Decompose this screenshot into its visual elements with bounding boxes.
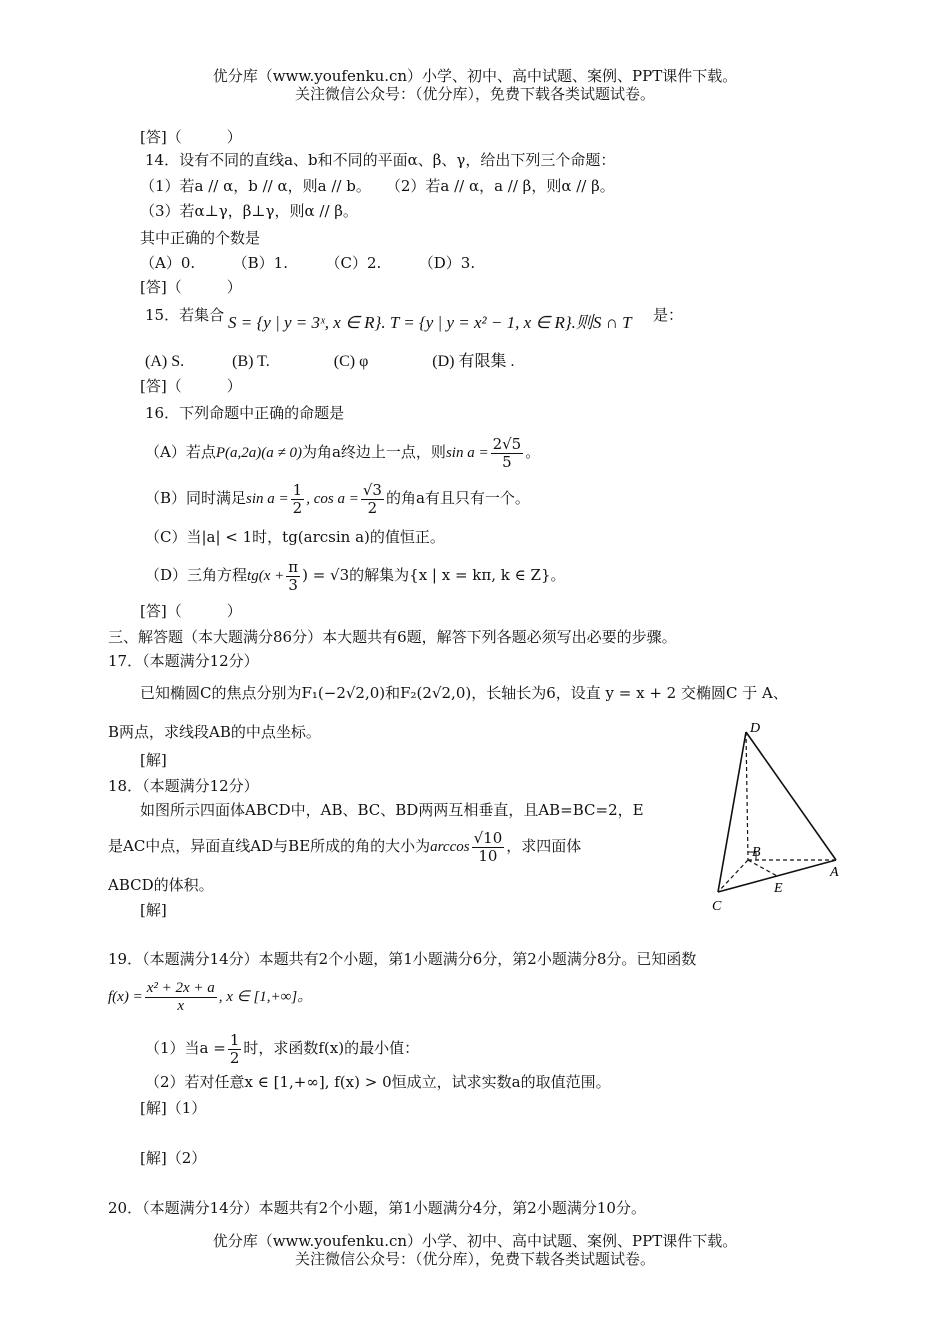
answer-blank-16: [答]（ ） bbox=[140, 602, 242, 620]
q17-solve: [解] bbox=[140, 751, 167, 769]
label-a: A bbox=[830, 865, 839, 880]
q20-title: 20．（本题满分14分）本题共有2个小题，第1小题满分4分，第2小题满分10分。 bbox=[108, 1199, 646, 1217]
q14-prop-3: （3）若α⊥γ，β⊥γ，则α // β。 bbox=[140, 202, 358, 220]
answer-blank-15: [答]（ ） bbox=[140, 377, 242, 395]
q16-b-den-2: 2 bbox=[367, 498, 378, 517]
q15-tail: 是： bbox=[653, 306, 684, 324]
q18-solve: [解] bbox=[140, 901, 167, 919]
q18-line-1: 如图所示四面体ABCD中，AB、BC、BD两两互相垂直，且AB=BC=2，E bbox=[140, 801, 644, 819]
q14-prop-1-2: （1）若a // α，b // α，则a // b。 （2）若a // α，a // β，则α // β。 bbox=[140, 177, 615, 195]
q19-f-fraction bbox=[145, 980, 217, 1015]
q18-title: 18．（本题满分12分） bbox=[108, 777, 259, 795]
q19-f-den: x bbox=[177, 997, 185, 1014]
q16-b-fraction-1 bbox=[291, 482, 305, 517]
q16-option-c: （C）当|a| < 1时，tg(arcsin a)的值恒正。 bbox=[145, 528, 445, 546]
q16-a-point: P(a,2a)(a ≠ 0) bbox=[215, 445, 302, 461]
tetrahedron-figure bbox=[700, 718, 850, 918]
q16-b-end: 的角a有且只有一个。 bbox=[385, 489, 530, 507]
q16-b-sin: sin a = bbox=[246, 491, 289, 507]
q19-s1-fraction bbox=[228, 1032, 242, 1067]
label-c: C bbox=[712, 899, 722, 914]
q18-line-2-pre: 是AC中点，异面直线AD与BE所成的角的大小为 bbox=[108, 837, 431, 855]
q18-line-3: ABCD的体积。 bbox=[108, 876, 214, 894]
q16-d-fraction bbox=[286, 559, 300, 594]
footer-line-2: 关注微信公众号：（优分库），免费下载各类试题试卷。 bbox=[294, 1250, 655, 1268]
q19-solve-2: [解]（2） bbox=[140, 1149, 207, 1167]
q16-d-den: 3 bbox=[288, 575, 298, 594]
q18-line-2-post: ，求四面体 bbox=[506, 837, 582, 855]
q19-s1-num: 1 bbox=[229, 1030, 240, 1049]
label-e: E bbox=[774, 881, 783, 896]
q15-options: (A) S. (B) T. (C) φ (D) 有限集 . bbox=[145, 353, 515, 370]
q16-d-end: ) = √3的解集为{x | x = kπ, k ∈ Z}。 bbox=[302, 566, 566, 584]
q16-b-num-2: √3 bbox=[362, 480, 382, 499]
q16-a-prefix: （A）若点 bbox=[145, 443, 216, 461]
q16-a-numerator: 2√5 bbox=[492, 434, 522, 453]
q16-a-end: 。 bbox=[525, 443, 541, 461]
q16-d-num: π bbox=[288, 557, 299, 576]
q16-a-sin: sin a = bbox=[445, 445, 489, 461]
q16-option-d bbox=[145, 549, 566, 602]
q16-stem: 16．下列命题中正确的命题是 bbox=[145, 404, 345, 422]
edge-db bbox=[746, 732, 748, 860]
footer-line-1: 优分库（www.youfenku.cn）小学、初中、高中试题、案例、PPT课件下载。 bbox=[212, 1232, 738, 1250]
q16-b-fraction-2 bbox=[361, 482, 384, 517]
section-3-heading: 三、解答题（本大题满分86分）本大题共有6题，解答下列各题必须写出必要的步骤。 bbox=[108, 628, 677, 646]
q19-f-num: x² + 2x + a bbox=[146, 979, 215, 996]
edge-be bbox=[748, 860, 777, 876]
label-d: D bbox=[750, 721, 761, 736]
q19-title: 19．（本题满分14分）本题共有2个小题，第1小题满分6分，第2小题满分8分。已知函数 bbox=[108, 950, 697, 968]
q16-a-fraction bbox=[491, 436, 524, 471]
q16-d-tg: tg(x + bbox=[247, 568, 285, 584]
edge-dc bbox=[718, 732, 746, 892]
q18-num: √10 bbox=[473, 828, 503, 847]
q17-line-2: B两点，求线段AB的中点坐标。 bbox=[108, 723, 321, 741]
q19-sub-1 bbox=[145, 1022, 419, 1074]
q16-d-prefix: （D）三角方程 bbox=[145, 566, 248, 584]
q19-s1-den: 2 bbox=[229, 1048, 240, 1067]
q19-sub-2: （2）若对任意x ∈ [1,+∞], f(x) > 0恒成立，试求实数a的取值范围。 bbox=[145, 1073, 611, 1091]
q16-b-den-1: 2 bbox=[292, 498, 303, 517]
q16-b-prefix: （B）同时满足 bbox=[145, 489, 247, 507]
edge-da bbox=[746, 732, 836, 860]
q16-a-mid: 为角a终边上一点，则 bbox=[301, 443, 446, 461]
q19-s1-post: 时，求函数f(x)的最小值： bbox=[243, 1039, 420, 1057]
q14-stem: 14．设有不同的直线a、b和不同的平面α、β、γ，给出下列三个命题： bbox=[145, 151, 616, 169]
q15-stem: 15．若集合 bbox=[145, 306, 225, 324]
q18-line-2 bbox=[108, 820, 581, 873]
q19-f-pre: f(x) = bbox=[108, 989, 143, 1005]
q16-option-b bbox=[145, 472, 530, 525]
q18-arccos: arccos bbox=[430, 839, 470, 855]
q16-a-denominator: 5 bbox=[502, 452, 512, 471]
q15-expression: S = {y | y = 3ˣ, x ∈ R}. T = {y | y = x² − 1, x ∈ R}.则S ∩ T bbox=[228, 313, 632, 332]
q14-ask: 其中正确的个数是 bbox=[140, 229, 261, 247]
q18-fraction bbox=[472, 830, 505, 865]
q19-function bbox=[108, 970, 312, 1023]
q14-options: （A）0. （B）1. （C）2. （D）3. bbox=[140, 254, 476, 272]
q19-solve-1: [解]（1） bbox=[140, 1099, 207, 1117]
answer-blank-14: [答]（ ） bbox=[140, 278, 242, 296]
label-b: B bbox=[752, 845, 761, 860]
q18-den: 10 bbox=[478, 846, 498, 865]
header-line-1: 优分库（www.youfenku.cn）小学、初中、高中试题、案例、PPT课件下载。 bbox=[212, 67, 738, 85]
q16-b-cos: , cos a = bbox=[306, 491, 359, 507]
q17-line-1: 已知椭圆C的焦点分别为F₁(−2√2,0)和F₂(2√2,0)，长轴长为6，设直 y = x + 2 交椭圆C 于 A、 bbox=[140, 684, 788, 702]
q19-s1-pre: （1）当a = bbox=[145, 1039, 226, 1057]
q16-b-num-1: 1 bbox=[292, 480, 303, 499]
q17-title: 17．（本题满分12分） bbox=[108, 652, 259, 670]
header-line-2: 关注微信公众号：（优分库），免费下载各类试题试卷。 bbox=[294, 85, 655, 103]
q19-f-post: , x ∈ [1,+∞]。 bbox=[218, 989, 313, 1005]
answer-blank-13: [答]（ ） bbox=[140, 128, 242, 146]
